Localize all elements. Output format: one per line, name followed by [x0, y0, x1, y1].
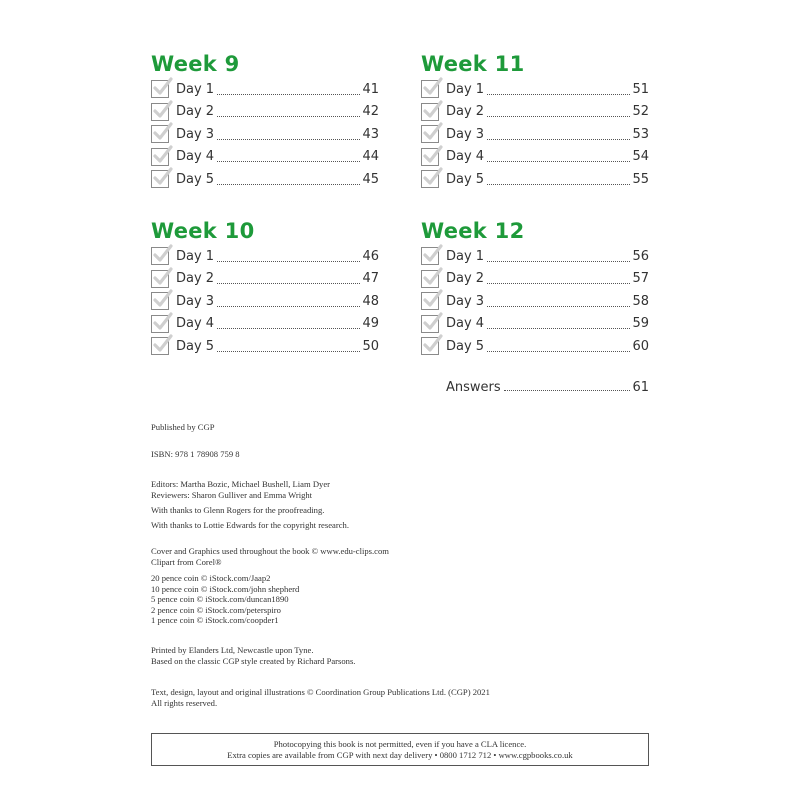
dot-leader: [487, 283, 630, 284]
printer-line: Printed by Elanders Ltd, Newcastle upon Tyne.: [151, 645, 314, 655]
week-title: Week 11: [421, 52, 525, 76]
day-entry: [151, 290, 379, 313]
style-credit-line: Based on the classic CGP style created by Richard Parsons.: [151, 656, 356, 666]
day-label: Day 5: [176, 171, 215, 187]
dot-leader: [217, 184, 360, 185]
notice-line-1: Photocopying this book is not permitted, even if you have a CLA licence.: [273, 739, 527, 749]
day-entry: [151, 101, 379, 124]
page-number: 55: [632, 171, 649, 187]
checkbox-icon[interactable]: [421, 125, 439, 143]
week-title: Week 12: [421, 219, 525, 243]
coin-credit-1p: 1 pence coin © iStock.com/coopder1: [151, 615, 279, 625]
dot-leader: [487, 94, 630, 95]
dot-leader: [487, 161, 630, 162]
photocopy-notice-box: [151, 733, 649, 766]
dot-leader: [487, 306, 630, 307]
page-number: 53: [632, 126, 649, 142]
checkbox-icon[interactable]: [151, 148, 169, 166]
checkbox-icon[interactable]: [151, 125, 169, 143]
coin-credit-2p: 2 pence coin © iStock.com/peterspiro: [151, 604, 281, 615]
editors-line: Editors: Martha Bozic, Michael Bushell, Liam Dyer: [151, 479, 330, 489]
day-label: Day 4: [446, 316, 485, 332]
rights-line: All rights reserved.: [151, 698, 218, 708]
dot-leader: [217, 328, 360, 329]
coin-credit-20p: 20 pence coin © iStock.com/Jaap2: [151, 573, 271, 583]
checkbox-icon[interactable]: [151, 337, 169, 355]
notice-line-2: Extra copies are available from CGP with next day delivery • 0800 1712 712 • www.cgpbooks.co.uk: [227, 750, 573, 760]
day-entry: [151, 245, 379, 268]
day-label: Day 5: [176, 338, 215, 354]
day-entry: [151, 313, 379, 336]
week-title: Week 10: [151, 219, 255, 243]
day-label: Day 2: [176, 104, 215, 120]
checkbox-icon[interactable]: [421, 315, 439, 333]
isbn-line: ISBN: 978 1 78908 759 8: [151, 449, 240, 459]
checkbox-icon[interactable]: [421, 247, 439, 265]
checkbox-icon[interactable]: [421, 270, 439, 288]
page-number: 42: [362, 104, 379, 120]
page-number: 48: [362, 293, 379, 309]
day-label: Day 1: [446, 248, 485, 264]
day-label: Day 5: [446, 171, 485, 187]
page-number: 60: [632, 338, 649, 354]
checkbox-icon[interactable]: [151, 103, 169, 121]
week-12-section: [421, 217, 649, 358]
day-label: Day 1: [176, 81, 215, 97]
day-label: Day 4: [176, 149, 215, 165]
day-entry: [421, 335, 649, 358]
day-label: Day 3: [446, 126, 485, 142]
day-entry: [421, 268, 649, 291]
dot-leader: [217, 351, 360, 352]
dot-leader: [217, 283, 360, 284]
page-number: 50: [362, 338, 379, 354]
page-number: 41: [362, 81, 379, 97]
cover-credit: Cover and Graphics used throughout the book © www.edu-clips.com: [151, 546, 389, 556]
page-number: 57: [632, 271, 649, 287]
dot-leader: [487, 328, 630, 329]
day-entry: [421, 168, 649, 191]
answers-label: Answers: [446, 379, 501, 395]
answers-page-number: 61: [632, 379, 649, 395]
day-label: Day 2: [446, 104, 485, 120]
coin-credit-5p: 5 pence coin © iStock.com/duncan1890: [151, 594, 289, 604]
page-number: 44: [362, 149, 379, 165]
page-number: 51: [632, 81, 649, 97]
day-label: Day 2: [176, 271, 215, 287]
dot-leader: [504, 390, 631, 391]
day-label: Day 5: [446, 338, 485, 354]
page-number: 43: [362, 126, 379, 142]
day-label: Day 1: [176, 248, 215, 264]
day-label: Day 4: [176, 316, 215, 332]
copyright-line: Text, design, layout and original illustrations © Coordination Group Publications Ltd. (CGP) 2021: [151, 687, 490, 697]
checkbox-icon[interactable]: [151, 292, 169, 310]
day-label: Day 3: [176, 293, 215, 309]
page-number: 58: [632, 293, 649, 309]
day-entry: [151, 268, 379, 291]
day-label: Day 4: [446, 149, 485, 165]
checkbox-icon[interactable]: [151, 315, 169, 333]
day-label: Day 3: [446, 293, 485, 309]
dot-leader: [487, 261, 630, 262]
checkbox-icon[interactable]: [421, 148, 439, 166]
day-entry: [151, 335, 379, 358]
week-title: Week 9: [151, 52, 240, 76]
day-label: Day 2: [446, 271, 485, 287]
day-entry: [421, 245, 649, 268]
dot-leader: [217, 306, 360, 307]
dot-leader: [487, 351, 630, 352]
reviewers-line: Reviewers: Sharon Gulliver and Emma Wright: [151, 490, 313, 500]
copyright-research-thanks: With thanks to Lottie Edwards for the copyright research.: [151, 520, 349, 530]
checkbox-icon[interactable]: [151, 170, 169, 188]
answers-entry: [446, 377, 649, 397]
page-number: 49: [362, 316, 379, 332]
day-label: Day 3: [176, 126, 215, 142]
dot-leader: [217, 261, 360, 262]
dot-leader: [217, 161, 360, 162]
clipart-credit: Clipart from Corel®: [151, 557, 222, 567]
page-number: 59: [632, 316, 649, 332]
page-number: 56: [632, 248, 649, 264]
page-number: 52: [632, 104, 649, 120]
day-entry: [421, 290, 649, 313]
checkbox-icon[interactable]: [421, 337, 439, 355]
day-entry: [151, 123, 379, 146]
coin-credit-10p: 10 pence coin © iStock.com/john shepherd: [151, 583, 300, 594]
checkbox-icon[interactable]: [421, 170, 439, 188]
day-entry: [421, 101, 649, 124]
day-entry: [151, 78, 379, 101]
day-entry: [151, 168, 379, 191]
day-entry: [421, 313, 649, 336]
dot-leader: [217, 139, 360, 140]
dot-leader: [487, 184, 630, 185]
week-11-section: [421, 50, 649, 191]
day-entry: [421, 123, 649, 146]
dot-leader: [487, 116, 630, 117]
day-entry: [421, 146, 649, 169]
publisher-line: Published by CGP: [151, 422, 215, 432]
page-number: 46: [362, 248, 379, 264]
proofreading-thanks: With thanks to Glenn Rogers for the proofreading.: [151, 505, 325, 515]
page-number: 47: [362, 271, 379, 287]
week-10-section: [151, 217, 379, 358]
week-9-section: [151, 50, 379, 191]
checkbox-icon[interactable]: [421, 292, 439, 310]
day-entry: [151, 146, 379, 169]
day-label: Day 1: [446, 81, 485, 97]
checkbox-icon[interactable]: [151, 270, 169, 288]
checkbox-icon[interactable]: [151, 247, 169, 265]
dot-leader: [217, 94, 360, 95]
dot-leader: [217, 116, 360, 117]
day-entry: [421, 78, 649, 101]
page-number: 45: [362, 171, 379, 187]
checkbox-icon[interactable]: [421, 80, 439, 98]
page-number: 54: [632, 149, 649, 165]
checkbox-icon[interactable]: [151, 80, 169, 98]
dot-leader: [487, 139, 630, 140]
checkbox-icon[interactable]: [421, 103, 439, 121]
